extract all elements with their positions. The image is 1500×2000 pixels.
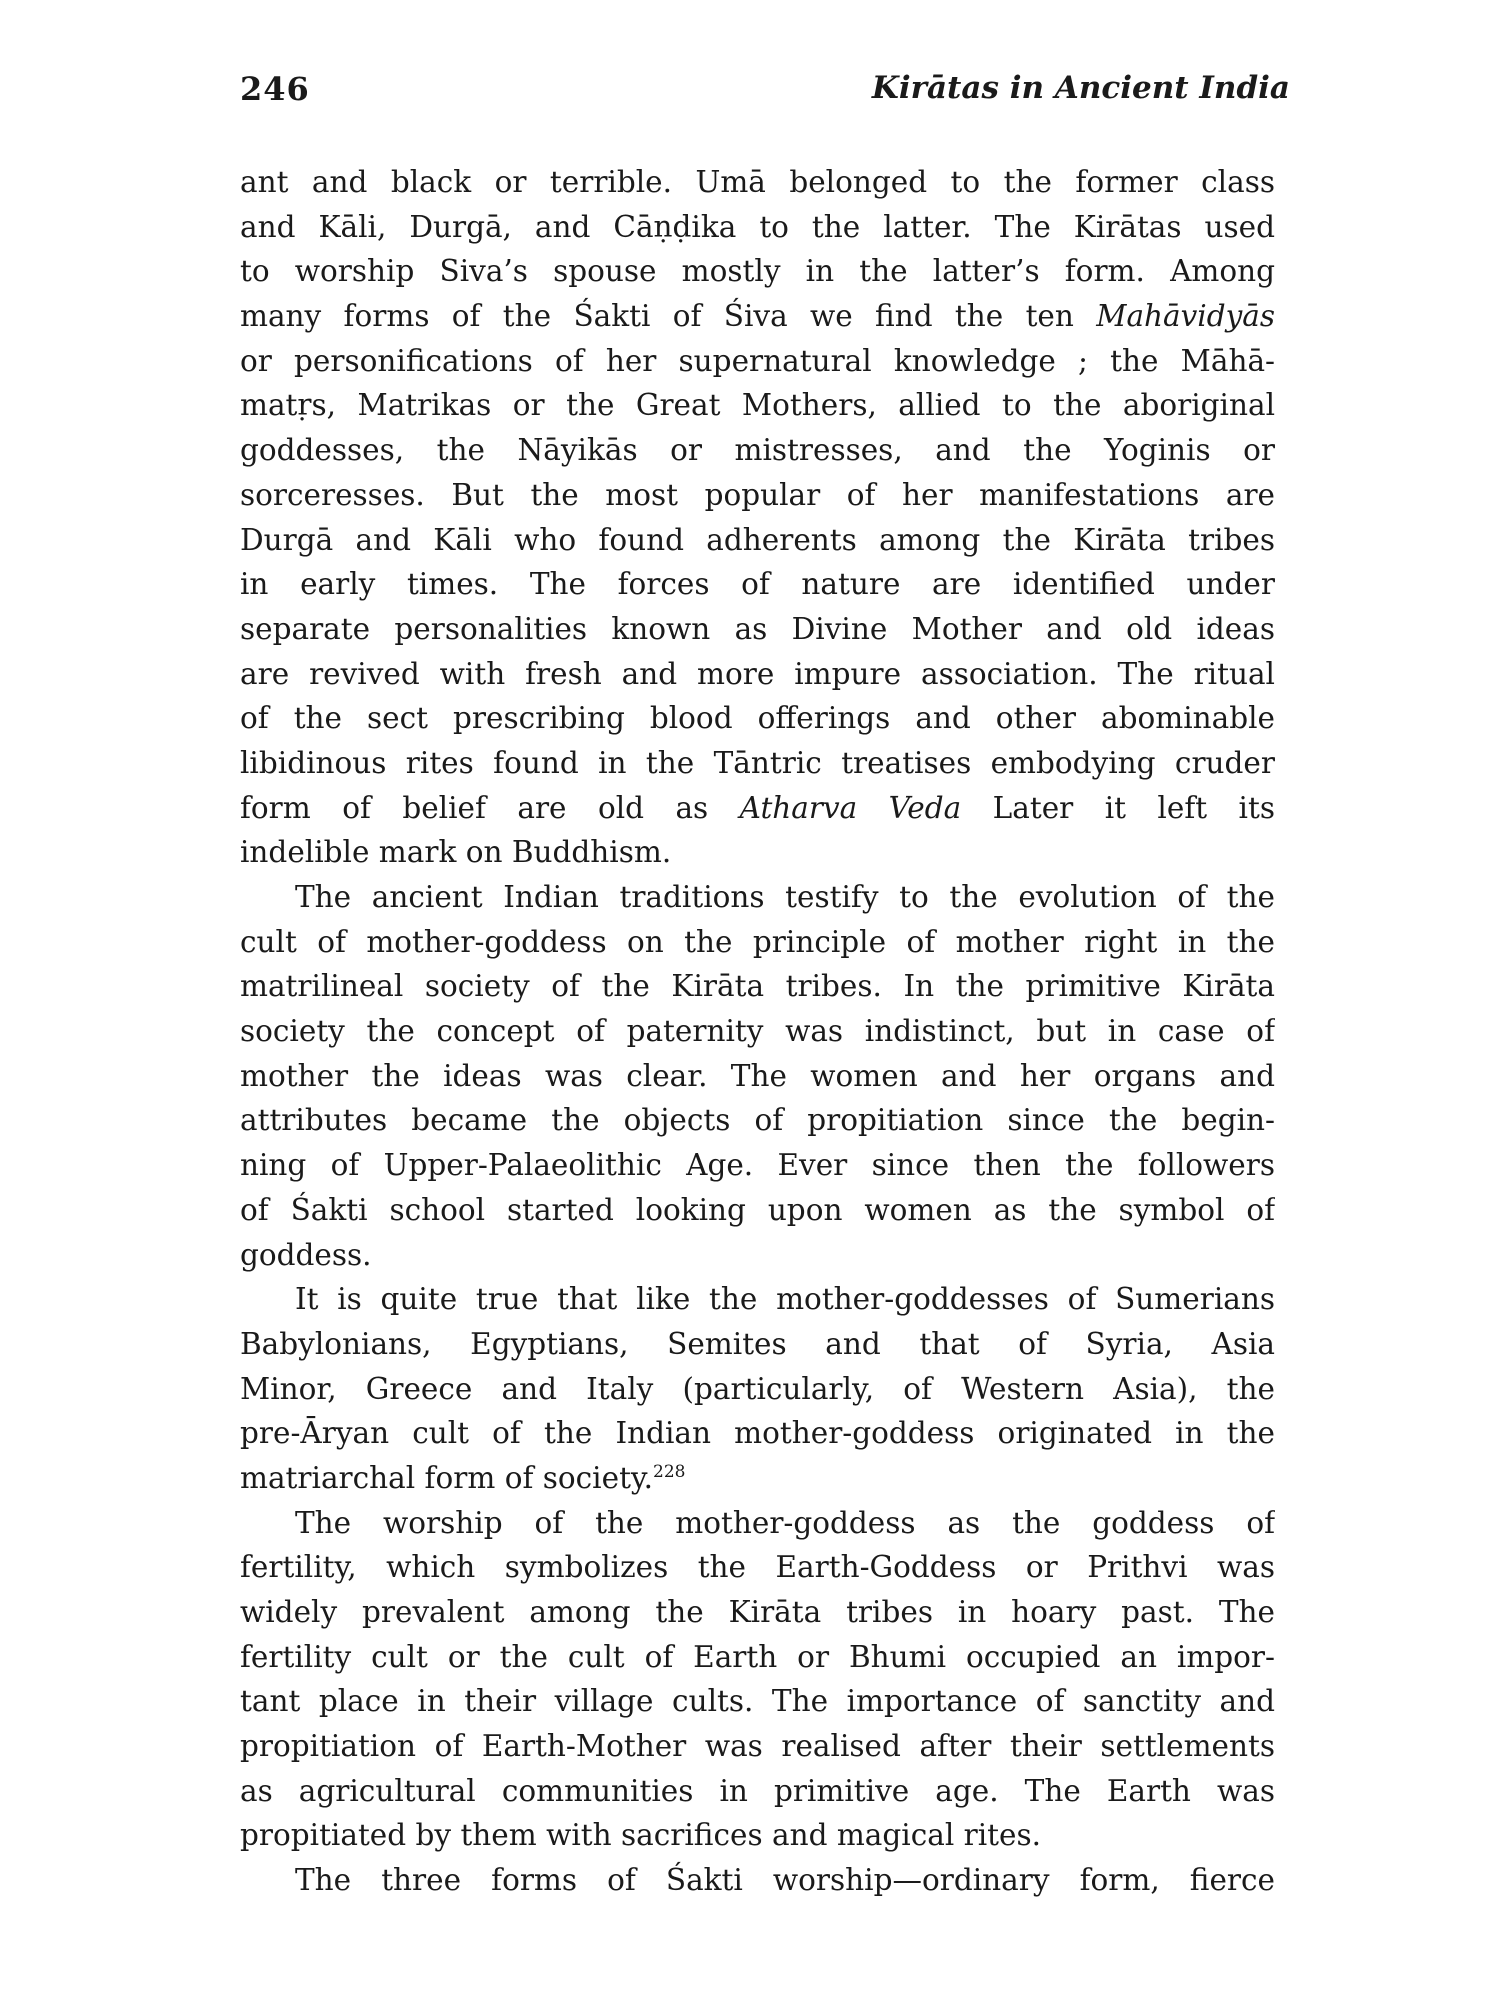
page-header bbox=[240, 70, 1290, 120]
page-number: 246 bbox=[240, 70, 310, 108]
text-line: matṛs, Matrikas or the Great Mothers, allied to the aboriginal bbox=[240, 388, 1275, 423]
text-line: are revived with fresh and more impure association. The ritual bbox=[240, 656, 1275, 691]
text-line: sorceresses. But the most popular of her manifestations are bbox=[240, 477, 1275, 512]
running-head: Kirātas in Ancient India bbox=[871, 70, 1290, 106]
text-line: widely prevalent among the Kirāta tribes in hoary past. The bbox=[240, 1595, 1275, 1629]
text-line: cult of mother-goddess on the principle of mother right in the bbox=[240, 924, 1275, 959]
text-segment: matriarchal form of society. bbox=[240, 1460, 654, 1495]
text-line: The ancient Indian traditions testify to the evolution of the bbox=[295, 880, 1275, 914]
text-line: propitiation of Earth-Mother was realised after their settlements bbox=[240, 1729, 1275, 1764]
text-line: as agricultural communities in primitive age. The Earth was bbox=[240, 1773, 1275, 1808]
text-line: ning of Upper-Palaeolithic Age. Ever since then the followers bbox=[240, 1148, 1275, 1183]
footnote-reference: 228 bbox=[653, 1462, 686, 1483]
text-line: of the sect prescribing blood offerings and other abominable bbox=[240, 701, 1275, 736]
text-line: separate personalities known as Divine Mother and old ideas bbox=[240, 611, 1275, 646]
text-line: propitiated by them with sacrifices and magical rites. bbox=[240, 1818, 1041, 1853]
text-line bbox=[240, 786, 1275, 831]
text-line: and Kāli, Durgā, and Cāṇḍika to the latter. The Kirātas used bbox=[240, 209, 1275, 244]
text-line: libidinous rites found in the Tāntric treatises embodying cruder bbox=[240, 745, 1275, 780]
text-line: fertility cult or the cult of Earth or Bhumi occupied an impor- bbox=[240, 1639, 1275, 1674]
text-line: fertility, which symbolizes the Earth-Goddess or Prithvi was bbox=[240, 1550, 1275, 1585]
text-line: in early times. The forces of nature are identified under bbox=[240, 567, 1275, 602]
text-line bbox=[240, 294, 1275, 339]
text-line: Durgā and Kāli who found adherents among the Kirāta tribes bbox=[240, 522, 1275, 557]
text-line: It is quite true that like the mother-goddesses of Sumerians bbox=[295, 1282, 1275, 1317]
text-line: society the concept of paternity was indistinct, but in case of bbox=[240, 1014, 1275, 1049]
text-segment: form of belief are old as bbox=[240, 790, 740, 825]
body-text bbox=[240, 160, 1275, 1903]
text-line: mother the ideas was clear. The women and her organs and bbox=[240, 1058, 1275, 1093]
text-line: Babylonians, Egyptians, Semites and that of Syria, Asia bbox=[240, 1326, 1275, 1361]
text-line: to worship Siva’s spouse mostly in the latter’s form. Among bbox=[240, 254, 1275, 289]
text-line: goddesses, the Nāyikās or mistresses, and the Yoginis or bbox=[240, 433, 1275, 468]
text-line: The worship of the mother-goddess as the goddess of bbox=[295, 1505, 1275, 1540]
text-line: Minor, Greece and Italy (particularly, of Western Asia), the bbox=[240, 1371, 1275, 1406]
italic-term: Atharva Veda bbox=[739, 790, 962, 825]
text-line: attributes became the objects of propitiation since the begin- bbox=[240, 1103, 1275, 1138]
text-line: matrilineal society of the Kirāta tribes. In the primitive Kirāta bbox=[240, 969, 1275, 1004]
text-line: The three forms of Śakti worship—ordinary form, fierce bbox=[295, 1863, 1275, 1898]
text-line: pre-Āryan cult of the Indian mother-goddess originated in the bbox=[240, 1416, 1275, 1451]
text-segment: many forms of the Śakti of Śiva we find the ten bbox=[240, 299, 1097, 334]
text-line: tant place in their village cults. The importance of sanctity and bbox=[240, 1684, 1275, 1719]
text-line bbox=[240, 1456, 1275, 1501]
text-line: goddess. bbox=[240, 1237, 372, 1272]
text-line: indelible mark on Buddhism. bbox=[240, 835, 672, 870]
text-line: ant and black or terrible. Umā belonged to the former class bbox=[240, 165, 1275, 199]
text-line: or personifications of her supernatural knowledge ; the Māhā- bbox=[240, 343, 1275, 378]
italic-term: Mahāvidyās bbox=[1096, 299, 1275, 334]
text-segment: Later it left its bbox=[961, 790, 1275, 825]
text-line: of Śakti school started looking upon women as the symbol of bbox=[240, 1192, 1275, 1227]
